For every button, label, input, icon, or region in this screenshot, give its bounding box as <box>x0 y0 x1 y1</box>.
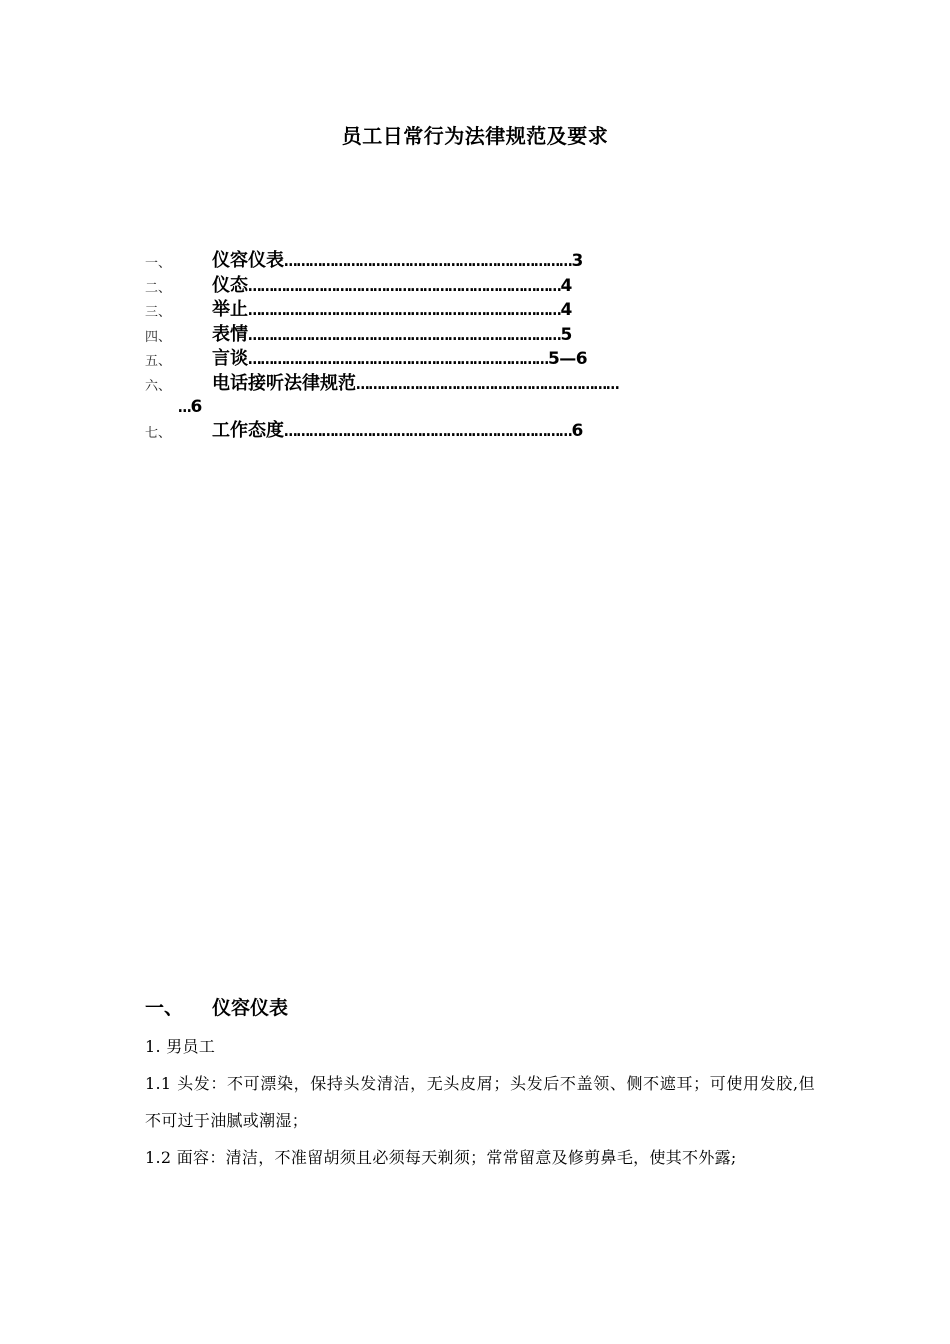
toc-item-number: 三、 <box>145 305 172 320</box>
table-of-contents <box>145 248 815 442</box>
toc-leader-dots: ………………………………………………………………… <box>248 276 561 295</box>
toc-item-label-row <box>212 371 618 397</box>
toc-item <box>145 346 815 371</box>
toc-item-label: 仪态 <box>212 274 248 296</box>
document-title: 员工日常行为法律规范及要求 <box>341 124 609 148</box>
section-heading <box>145 992 815 1024</box>
toc-page-number: 6 <box>190 396 202 417</box>
section-number: 一、 <box>145 997 184 1019</box>
toc-leader-dots: ……………………………………………………… <box>356 374 619 393</box>
toc-item <box>145 273 815 298</box>
toc-leader-dots: … <box>178 397 191 416</box>
section-title: 仪容仪表 <box>212 997 289 1019</box>
toc-item-label: 言谈 <box>212 348 248 369</box>
toc-continuation <box>178 394 202 420</box>
toc-item-label: 表情 <box>212 323 248 345</box>
toc-item-number: 七、 <box>145 425 172 441</box>
toc-item-label-row <box>212 322 572 348</box>
toc-item-number: 五、 <box>145 354 172 369</box>
toc-item-label: 仪容仪表 <box>212 250 284 271</box>
toc-leader-dots: ………………………………………………………………… <box>248 325 561 344</box>
toc-page-number: 5—6 <box>547 349 588 369</box>
toc-leader-dots: ………………………………………………………………… <box>248 301 561 319</box>
toc-page-number: 5 <box>560 324 572 345</box>
toc-leader-dots: …………………………………………………………… <box>284 421 572 440</box>
toc-item <box>145 248 815 273</box>
toc-leader-dots: ……………………………………………………………… <box>248 350 548 368</box>
toc-item-number: 二、 <box>145 280 172 296</box>
toc-item <box>145 322 815 347</box>
section-appearance <box>145 992 815 1176</box>
toc-item-label-row <box>212 346 587 372</box>
toc-page-number: 4 <box>560 300 572 320</box>
toc-page-number: 3 <box>571 251 583 271</box>
toc-page-number: 6 <box>571 420 583 441</box>
toc-item-label-row <box>212 297 572 323</box>
toc-item-label-row <box>212 418 583 444</box>
body-paragraph: 1.1 头发：不可漂染，保持头发清洁，无头皮屑；头发后不盖领、侧不遮耳；可使用发胶,但不可过于油腻或潮湿； <box>145 1074 815 1130</box>
toc-page-number: 4 <box>560 275 572 296</box>
toc-leader-dots: …………………………………………………………… <box>284 252 572 270</box>
body-paragraph: 1.2 面容：清洁，不准留胡须且必须每天剃须；常常留意及修剪鼻毛，使其不外露; <box>145 1148 737 1167</box>
toc-item-label: 举止 <box>212 299 248 320</box>
toc-item-number: 六、 <box>145 378 172 394</box>
toc-item-label: 电话接听法律规范 <box>212 372 356 394</box>
toc-item-label-row <box>212 273 572 299</box>
toc-item-label-row <box>212 248 583 274</box>
toc-item <box>145 371 815 418</box>
toc-item-number: 四、 <box>145 329 172 345</box>
toc-item-number: 一、 <box>145 256 172 271</box>
toc-item-label: 工作态度 <box>212 419 284 441</box>
toc-item <box>145 418 815 443</box>
toc-item <box>145 297 815 322</box>
section-subheading: 1. 男员工 <box>145 1037 216 1056</box>
